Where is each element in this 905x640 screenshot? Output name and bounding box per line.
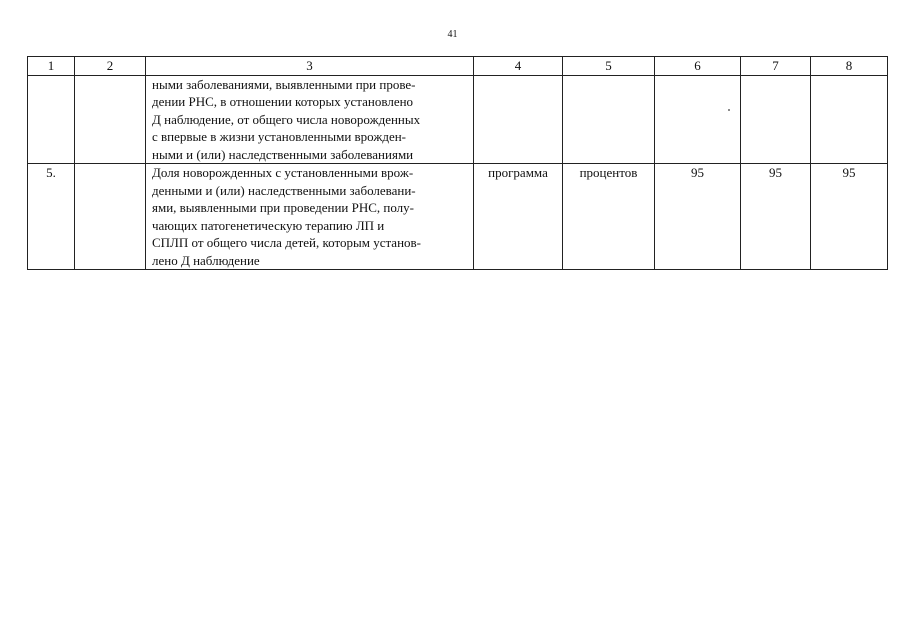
- column-header: 7: [741, 57, 811, 76]
- value-cell: 95: [811, 164, 888, 270]
- table-header-row: [28, 57, 888, 76]
- column-2-cell: [75, 164, 146, 270]
- scan-speck: [728, 109, 730, 111]
- page-number: 41: [447, 29, 458, 40]
- value-cell: [741, 75, 811, 164]
- value-cell: [811, 75, 888, 164]
- value-cell: 95: [655, 164, 741, 270]
- column-header: 2: [75, 57, 146, 76]
- indicators-table: [27, 56, 888, 270]
- unit-cell: [563, 75, 655, 164]
- source-cell: [474, 75, 563, 164]
- description-cell: [146, 75, 474, 164]
- value-cell: 95: [741, 164, 811, 270]
- description-text: Доля новорожденных с установленными врож- денными и (или) наследственными заболевани- ями, выявленными при проведении РНС, полу- чающих патогенетическую терапию ЛП и СПЛП от общего числа детей, которым установ- лено Д наблюдение: [152, 165, 422, 268]
- table-row: [28, 75, 888, 164]
- value-cell: [655, 75, 741, 164]
- column-header: 4: [474, 57, 563, 76]
- description-text: ными заболеваниями, выявленными при прове- дении РНС, в отношении которых установлено Д наблюдение, от общего числа новорожденных с впервые в жизни установленными врожден- ными и (или) наследственными заболеваниями: [152, 76, 421, 162]
- description-cell: [146, 164, 474, 270]
- table-row: [28, 164, 888, 270]
- unit-cell: процентов: [563, 164, 655, 270]
- column-header: 8: [811, 57, 888, 76]
- column-header: 1: [28, 57, 75, 76]
- column-header: 5: [563, 57, 655, 76]
- column-header: 6: [655, 57, 741, 76]
- row-number-cell: 5.: [28, 164, 75, 270]
- row-number-cell: [28, 75, 75, 164]
- source-cell: программа: [474, 164, 563, 270]
- column-header: 3: [146, 57, 474, 76]
- column-2-cell: [75, 75, 146, 164]
